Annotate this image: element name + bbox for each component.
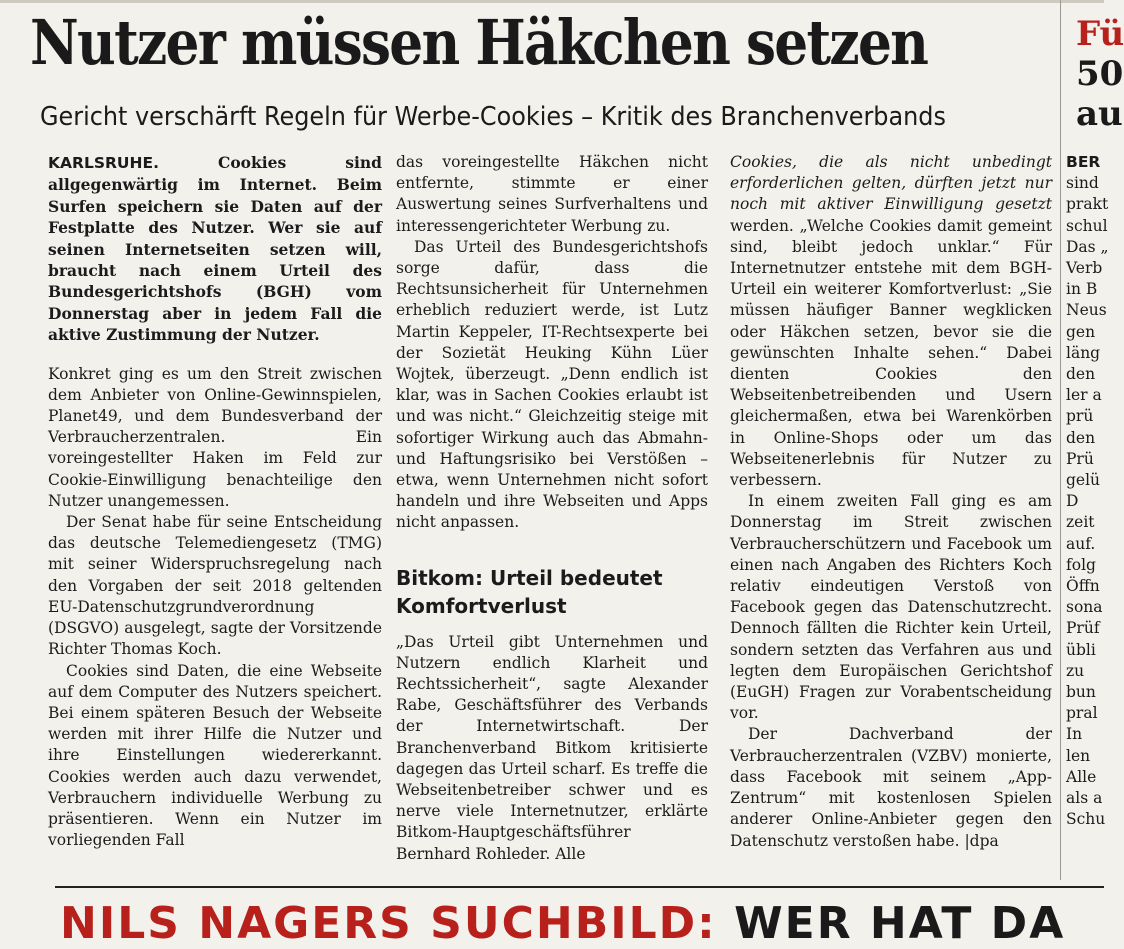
article-column-3 <box>730 152 1052 852</box>
paragraph: Das Urteil des Bundesgerichtshofs sorge dafür, dass die Rechtsunsicherheit für Unternehmen erheblich reduziert werde, ist Lutz Martin Keppeler, IT-Rechtsexperte bei der Sozietät Heuking Kühn Lüer Wojtek, überzeugt. „Denn endlich ist klar, was in Sachen Cookies erlaubt ist und was nicht.“ Gleichzeitig steige mit sofortiger Wirkung auch das Abmahn- und Haftungsrisiko bei Verstößen – etwa, wenn Unternehmen nicht sofort handeln und ihre Webseiten und Apps nicht anpassen. <box>396 237 708 532</box>
next-article-line: Verb <box>1066 259 1103 278</box>
paragraph: In einem zweiten Fall ging es am Donnerstag im Streit zwischen Verbraucherschützern und Facebook um einen nach Angaben des Richters Koch relativ eindeutigen Verstoß von Facebook gegen das Datenschutzrecht. Dennoch fällten die Richter kein Urteil, sondern setzten das Verfahren aus und legten dem Europäischen Gerichtshof (EuGH) Fragen zur Vorabentscheidung vor. <box>730 492 1052 723</box>
section-heading: Bitkom: Urteil bedeutet Komfortverlust <box>396 565 663 618</box>
next-article-line: auf. <box>1066 534 1096 553</box>
next-article-line: Neus <box>1066 301 1107 320</box>
article-headline: Nutzer müssen Häkchen setzen <box>30 6 928 79</box>
next-headline-line: au <box>1076 94 1123 134</box>
bottom-divider <box>55 886 1104 888</box>
next-article-line: als a <box>1066 789 1103 808</box>
next-article-line: prakt <box>1066 195 1109 214</box>
banner-red-text: NILS NAGERS SUCHBILD: <box>60 898 717 949</box>
next-article-line: D <box>1066 492 1079 511</box>
next-article-column <box>1066 152 1109 831</box>
author-credit: |dpa <box>964 831 999 850</box>
next-article-line: len <box>1066 746 1091 765</box>
italic-quote: Cookies, die als nicht unbedingt erforderlichen gelten, dürften jetzt nur noch mit aktiver Einwilligung gesetzt <box>730 153 1052 214</box>
next-article-line: Prüf <box>1066 619 1100 638</box>
next-article-line: zeit <box>1066 513 1095 532</box>
paragraph: „Das Urteil gibt Unternehmen und Nutzern endlich Klarheit und Rechtssicherheit“, sagte Alexander Rabe, Geschäftsführer des Verbands der Internetwirtschaft. Der Branchenverband Bitkom kritisierte dagegen das Urteil scharf. Es treffe die Webseitenbetreiber schwer und es nerve viele Internetnutzer, erklärte Bitkom-Hauptgeschäftsführer Bernhard Rohleder. Alle <box>396 632 708 863</box>
next-article-line: sona <box>1066 598 1103 617</box>
next-article-line: den <box>1066 428 1096 447</box>
next-article-line: Prü <box>1066 449 1094 468</box>
next-article-line: prü <box>1066 407 1094 426</box>
next-article-line: gen <box>1066 322 1096 341</box>
paragraph-text: werden. „Welche Cookies damit gemeint sind, bleibt jedoch unklar.“ Für Internetnutzer entstehe mit dem BGH-Urteil ein weiterer Komfortverlust: „Sie müssen häufiger Banner wegklicken oder Häkchen setzen, bevor sie die gewünschten Inhalte sehen.“ Dabei dienten Cookies den Webseitenbetreibenden und Usern gleichermaßen, etwa bei Warenkörben in Online-Shops oder um das Webseitenerlebnis für Nutzer zu verbessern. <box>730 216 1052 490</box>
dateline: KARLSRUHE. <box>48 154 159 172</box>
paragraph: Cookies sind Daten, die eine Webseite auf dem Computer des Nutzers speichert. Bei einem späteren Besuch der Webseite werden mit ihrer Hilfe die Nutzer und ihre Einstellungen wiedererkannt. Cookies werden auch dazu verwendet, Verbrauchern individuelle Werbung zu präsentieren. Wenn ein Nutzer im vorliegenden Fall <box>48 661 382 850</box>
page-top-edge <box>0 0 1104 3</box>
next-article-line: sind <box>1066 174 1099 193</box>
next-article-headline <box>1076 14 1124 134</box>
article-subheadline: Gericht verschärft Regeln für Werbe-Cookies – Kritik des Branchenverbands <box>40 102 946 132</box>
paragraph: das voreingestellte Häkchen nicht entfernte, stimmte er einer Auswertung seines Surfverhaltens und interessengerichteter Werbung zu. <box>396 153 708 235</box>
banner-dark-text: WER HAT DA <box>716 898 1066 949</box>
next-headline-line: Fü <box>1076 14 1124 54</box>
next-article-line: gelü <box>1066 471 1101 490</box>
next-article-line: ler a <box>1066 386 1102 405</box>
next-article-line: Das „ <box>1066 237 1109 256</box>
next-article-line: Schu <box>1066 810 1106 829</box>
next-article-line: bun <box>1066 683 1096 702</box>
lead-text: Cookies sind allgegenwärtig im Internet. Beim Surfen speichern sie Daten auf der Festplatte des Nutzer. Wer sie auf seinen Internetseiten setzen will, braucht nach einem Urteil des Bundesgerichtshofs (BGH) vom Donnerstag aber in jedem Fall die aktive Zustimmung der Nutzer. <box>48 153 382 345</box>
paragraph <box>730 724 1052 851</box>
next-article-line: Alle <box>1066 767 1097 786</box>
puzzle-banner <box>60 898 1065 949</box>
next-article-line: schul <box>1066 216 1108 235</box>
next-article-line: in B <box>1066 280 1098 299</box>
column-divider <box>1060 0 1061 880</box>
next-article-line: den <box>1066 365 1096 384</box>
next-headline-line: 50 <box>1076 54 1124 94</box>
next-article-dateline: BER <box>1066 153 1101 171</box>
next-article-line: Öffn <box>1066 577 1100 596</box>
article-column-1 <box>48 152 382 851</box>
next-article-line: folg <box>1066 555 1096 574</box>
article-column-2 <box>396 152 708 865</box>
next-article-line: übli <box>1066 640 1096 659</box>
article-lead <box>48 152 382 346</box>
next-article-line: In <box>1066 725 1083 744</box>
next-article-line: läng <box>1066 343 1101 362</box>
next-article-line: zu <box>1066 661 1085 680</box>
paragraph-text: Der Dachverband der Verbraucherzentralen (VZBV) monierte, dass Facebook mit seinem „App-Zentrum“ mit kostenlosen Spielen anderer Online-Anbieter gegen den Datenschutz verstoßen habe. <box>730 725 1052 850</box>
paragraph: Konkret ging es um den Streit zwischen dem Anbieter von Online-Gewinnspielen, Planet49, und dem Bundesverband der Verbraucherzentralen. Ein voreingestellter Haken im Feld zur Cookie-Einwilligung benachteilige den Nutzer unangemessen. <box>48 364 382 510</box>
paragraph <box>730 152 1052 491</box>
next-article-line: pral <box>1066 704 1098 723</box>
paragraph: Der Senat habe für seine Entscheidung das deutsche Telemediengesetz (TMG) mit seiner Widerspruchsregelung nach den Vorgaben der seit 2018 geltenden EU-Datenschutzgrundverordnung (DSGVO) ausgelegt, sagte der Vorsitzende Richter Thomas Koch. <box>48 513 382 659</box>
